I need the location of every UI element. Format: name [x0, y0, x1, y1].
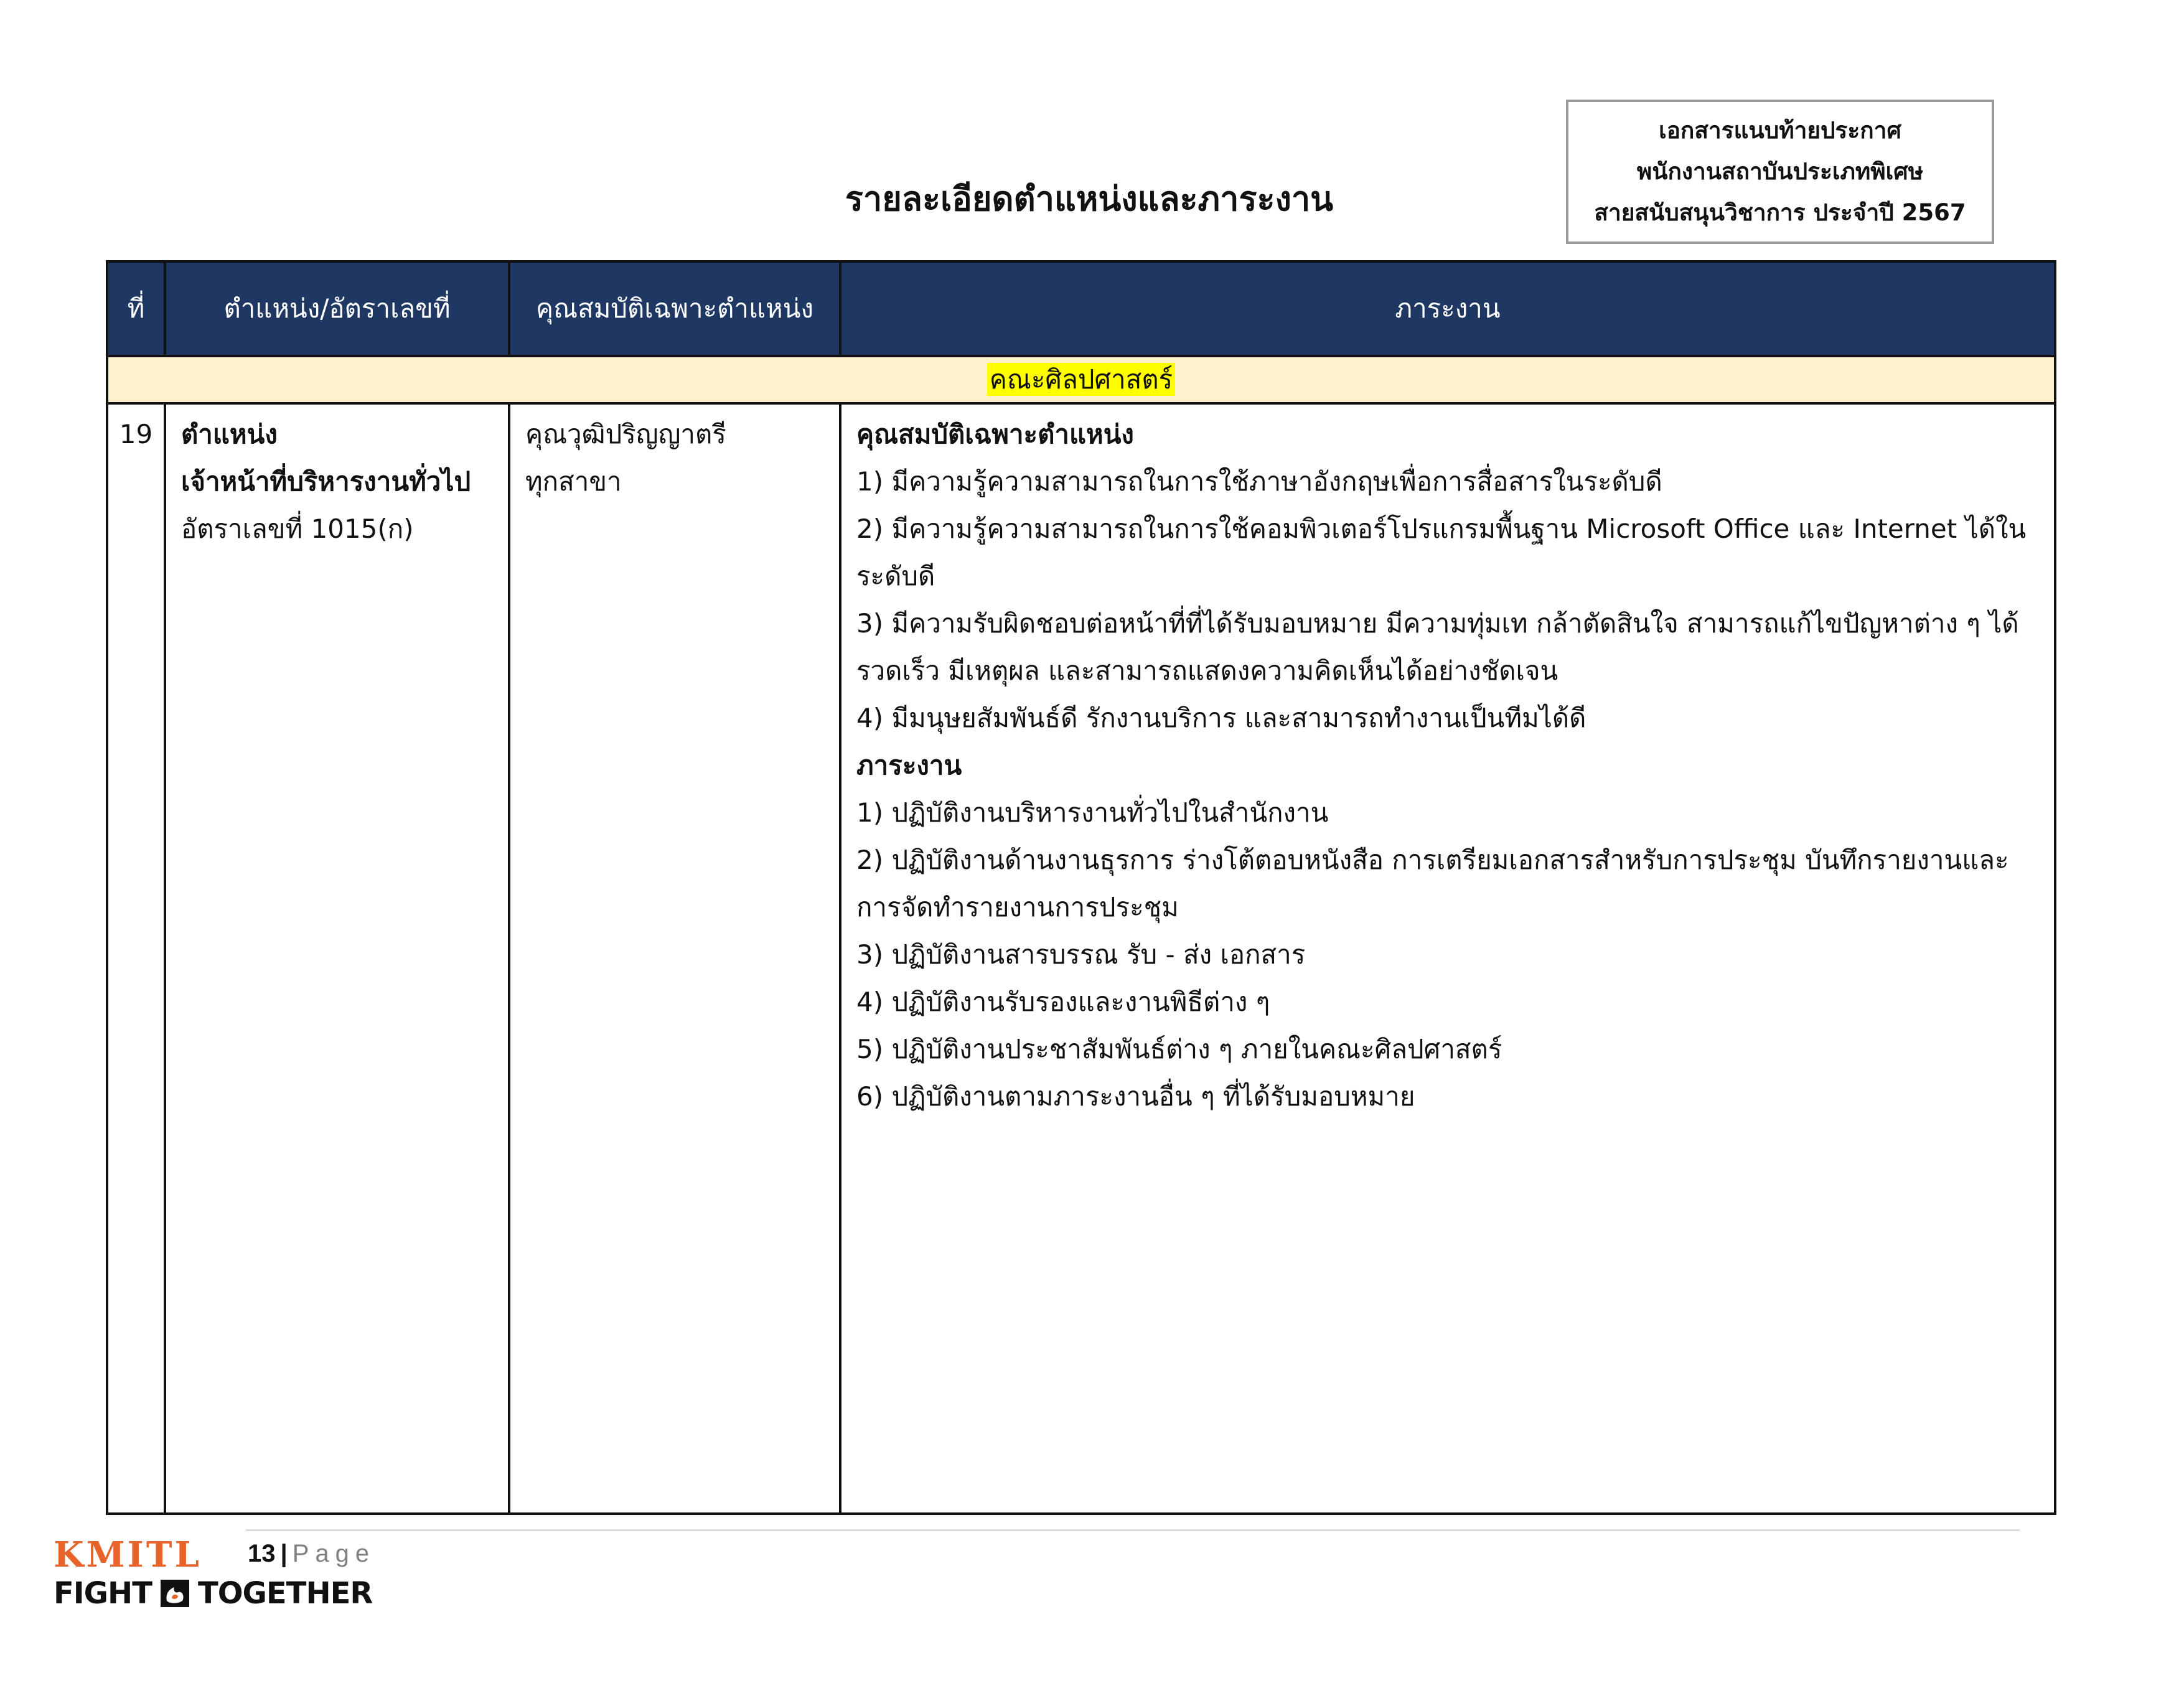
qual-item: 1) มีความรู้ความสามารถในการใช้ภาษาอังกฤษเพื่อการสื่อสารในระดับดี: [856, 466, 1662, 497]
qualification-degree: คุณวุฒิปริญญาตรี: [525, 419, 726, 449]
fist-flame-icon: [157, 1576, 193, 1611]
annex-line-1: เอกสารแนบท้ายประกาศ: [1659, 117, 1901, 144]
footer-divider: [246, 1529, 2020, 1531]
section-row: [107, 356, 2055, 403]
qualification-field: ทุกสาขา: [525, 466, 622, 497]
annex-line-3: สายสนับสนุนวิชาการ ประจำปี 2567: [1594, 199, 1966, 226]
work-item: 1) ปฏิบัติงานบริหารงานทั่วไปในสำนักงาน: [856, 797, 1329, 828]
kmitl-logo-text: KMITL: [54, 1534, 202, 1575]
annex-line-2: พนักงานสถาบันประเภทพิเศษ: [1636, 158, 1924, 185]
qual-item: 2) มีความรู้ความสามารถในการใช้คอมพิวเตอร์โปรแกรมพื้นฐาน Microsoft Office และ Internet ได้ในระดับดี: [856, 513, 2027, 591]
qual-item: 4) มีมนุษยสัมพันธ์ดี รักงานบริการ และสามารถทำงานเป็นทีมได้ดี: [856, 703, 1586, 733]
rate-number: อัตราเลขที่ 1015(ก): [181, 513, 414, 544]
page-word: Page: [292, 1540, 376, 1567]
work-item: 4) ปฏิบัติงานรับรองและงานพิธีต่าง ๆ: [856, 987, 1270, 1017]
table-header-row: [107, 261, 2055, 356]
page-title: รายละเอียดตำแหน่งและภาระงาน: [845, 179, 1334, 218]
qual-item: 3) มีความรับผิดชอบต่อหน้าที่ที่ได้รับมอบหมาย มีความทุ่มเท กล้าตัดสินใจ สามารถแก้ไขปัญหาต่าง ๆ ได้รวดเร็ว มีเหตุผล และสามารถแสดงความคิดเห็นได้อย่างชัดเจน: [856, 608, 2019, 686]
annex-box: [1566, 100, 1994, 244]
work-item: 6) ปฏิบัติงานตามภาระงานอื่น ๆ ที่ได้รับมอบหมาย: [856, 1081, 1415, 1112]
work-item: 2) ปฏิบัติงานด้านงานธุรการ ร่างโต้ตอบหนังสือ การเตรียมเอกสารสำหรับการประชุม บันทึกรายงานและการจัดทำรายงานการประชุม: [856, 845, 2009, 922]
header-position: ตำแหน่ง/อัตราเลขที่: [165, 261, 509, 356]
fight-together-logo: [54, 1573, 372, 1613]
qualification-cell: [509, 403, 840, 1514]
row-number: 19: [107, 403, 165, 1514]
qual-heading: คุณสมบัติเฉพาะตำแหน่ง: [856, 419, 1134, 449]
position-table: [106, 260, 2056, 1515]
header-no: ที่: [107, 261, 165, 356]
logo-fight-text: FIGHT: [54, 1576, 152, 1611]
header-workload: ภาระงาน: [840, 261, 2055, 356]
page-number: 13: [248, 1540, 276, 1567]
table-row: [107, 403, 2055, 1514]
section-title: คณะศิลปศาสตร์: [987, 363, 1175, 396]
position-name: เจ้าหน้าที่บริหารงานทั่วไป: [181, 466, 471, 497]
section-cell: [107, 356, 2055, 403]
page-number-footer: [248, 1535, 375, 1572]
page-separator: |: [280, 1540, 288, 1567]
work-item: 5) ปฏิบัติงานประชาสัมพันธ์ต่าง ๆ ภายในคณะศิลปศาสตร์: [856, 1034, 1502, 1064]
workload-cell: [840, 403, 2055, 1514]
work-heading: ภาระงาน: [856, 750, 962, 781]
position-label: ตำแหน่ง: [181, 419, 278, 449]
position-cell: [165, 403, 509, 1514]
work-item: 3) ปฏิบัติงานสารบรรณ รับ - ส่ง เอกสาร: [856, 939, 1306, 970]
header-qualification: คุณสมบัติเฉพาะตำแหน่ง: [509, 261, 840, 356]
logo-together-text: TOGETHER: [197, 1576, 373, 1611]
